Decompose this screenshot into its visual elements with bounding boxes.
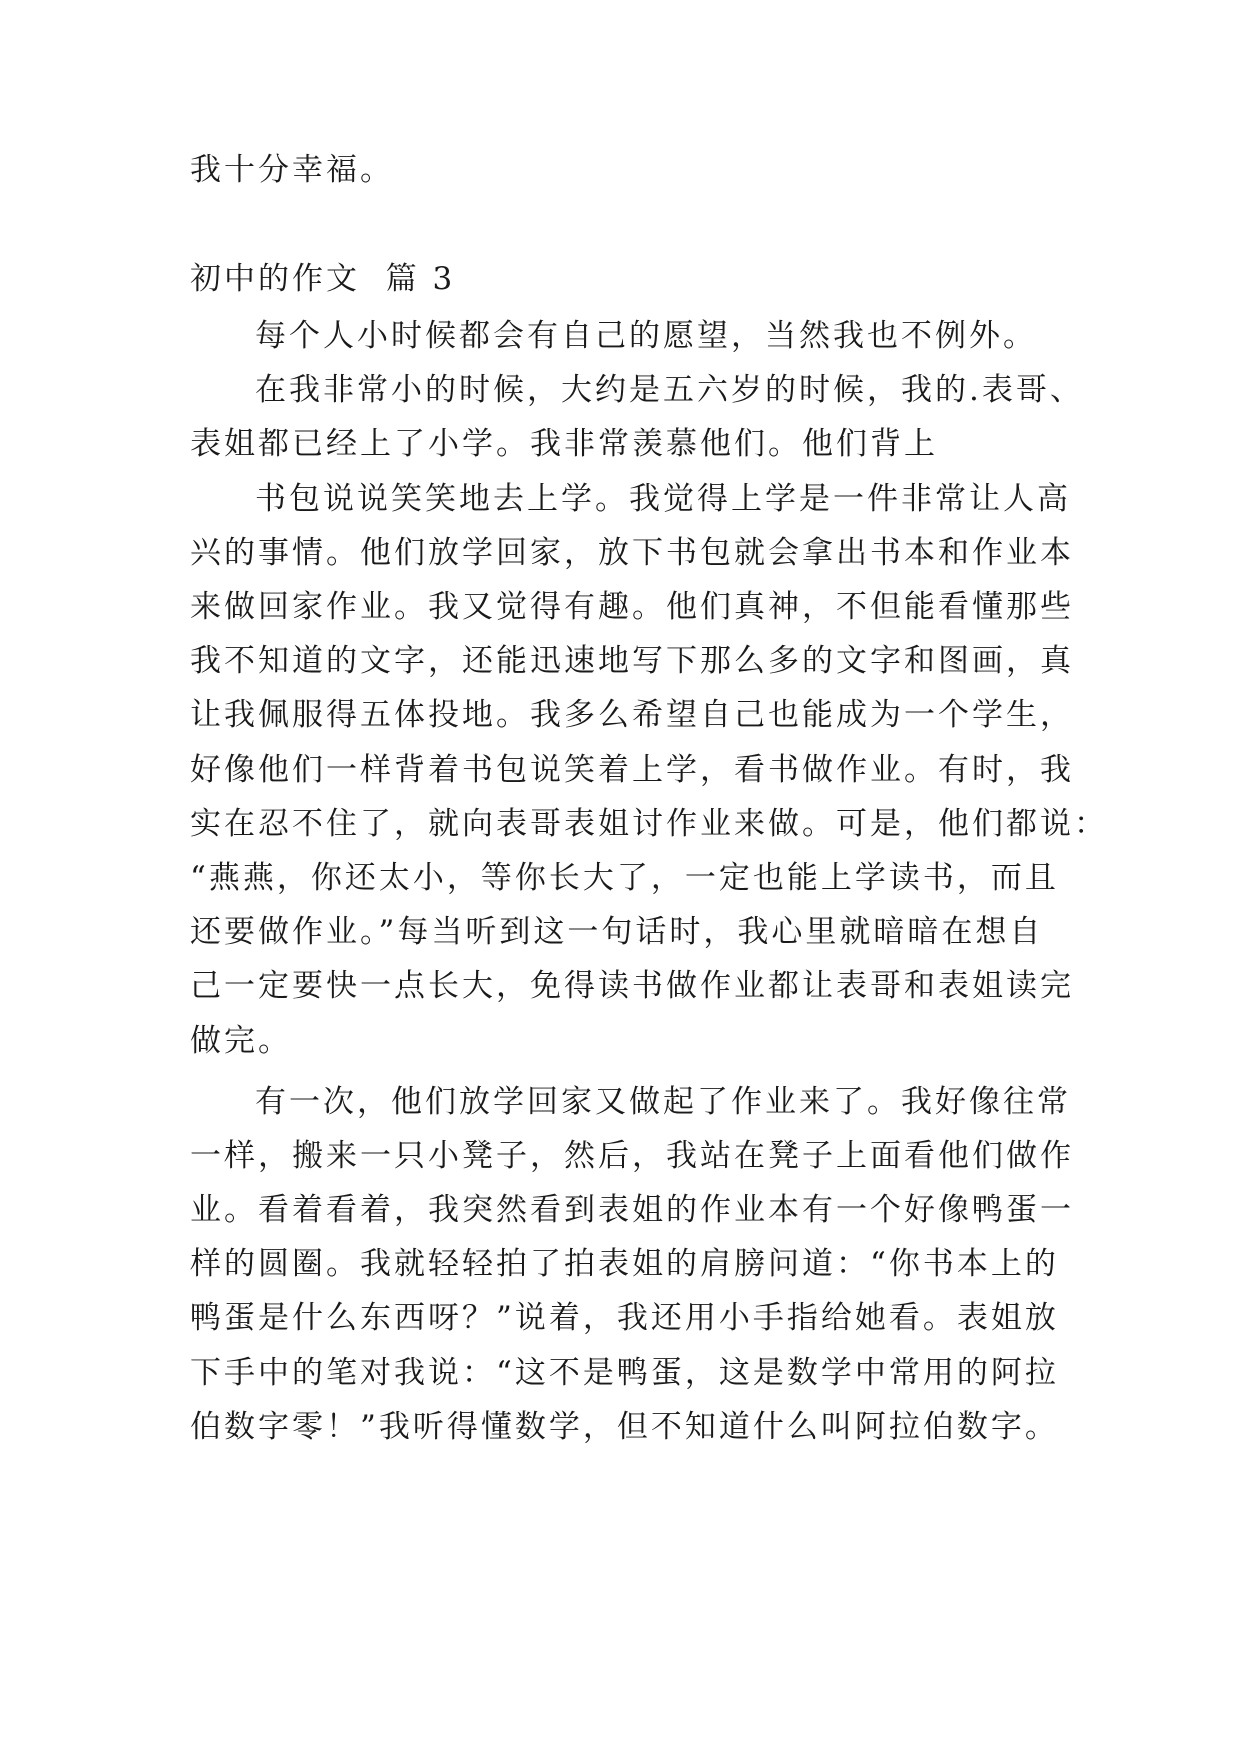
paragraph-line: 我不知道的文字，还能迅速地写下那么多的文字和图画，真 bbox=[190, 643, 1074, 679]
paragraph-line: 兴的事情。他们放学回家，放下书包就会拿出书本和作业本 bbox=[190, 535, 1074, 571]
paragraph-line: 做完。 bbox=[190, 1023, 292, 1059]
paragraph-line: 样的圆圈。我就轻轻拍了拍表姐的肩膀问道：“你书本上的 bbox=[190, 1246, 1059, 1282]
paragraph-line: 鸭蛋是什么东西呀？”说着，我还用小手指给她看。表姐放 bbox=[190, 1300, 1059, 1336]
paragraph-line: 每个人小时候都会有自己的愿望，当然我也不例外。 bbox=[255, 318, 1037, 354]
paragraph-line: 伯数字零！”我听得懂数学，但不知道什么叫阿拉伯数字。 bbox=[190, 1409, 1059, 1445]
section-title: 初中的作文 篇 3 bbox=[190, 261, 456, 297]
paragraph-line: 在我非常小的时候，大约是五六岁的时候，我的.表哥、 bbox=[255, 372, 1084, 408]
paragraph-line: 有一次，他们放学回家又做起了作业来了。我好像往常 bbox=[255, 1084, 1071, 1120]
paragraph-line: 表姐都已经上了小学。我非常羡慕他们。他们背上 bbox=[190, 426, 938, 462]
paragraph-line: 下手中的笔对我说：“这不是鸭蛋，这是数学中常用的阿拉 bbox=[190, 1355, 1059, 1391]
paragraph-line: 一样，搬来一只小凳子，然后，我站在凳子上面看他们做作 bbox=[190, 1138, 1074, 1174]
paragraph-line: 让我佩服得五体投地。我多么希望自己也能成为一个学生， bbox=[190, 697, 1074, 733]
previous-essay-ending: 我十分幸福。 bbox=[190, 152, 394, 188]
paragraph-line: 书包说说笑笑地去上学。我觉得上学是一件非常让人高 bbox=[255, 481, 1071, 517]
paragraph-line: “燕燕，你还太小，等你长大了，一定也能上学读书，而且 bbox=[190, 860, 1059, 896]
paragraph-line: 还要做作业。”每当听到这一句话时，我心里就暗暗在想自 bbox=[190, 914, 1044, 950]
paragraph-line: 业。看着看着，我突然看到表姐的作业本有一个好像鸭蛋一 bbox=[190, 1192, 1074, 1228]
paragraph-line: 好像他们一样背着书包说笑着上学，看书做作业。有时，我 bbox=[190, 752, 1074, 788]
paragraph-line: 己一定要快一点长大，免得读书做作业都让表哥和表姐读完 bbox=[190, 968, 1074, 1004]
paragraph-line: 实在忍不住了，就向表哥表姐讨作业来做。可是，他们都说： bbox=[190, 806, 1108, 842]
paragraph-line: 来做回家作业。我又觉得有趣。他们真神，不但能看懂那些 bbox=[190, 589, 1074, 625]
